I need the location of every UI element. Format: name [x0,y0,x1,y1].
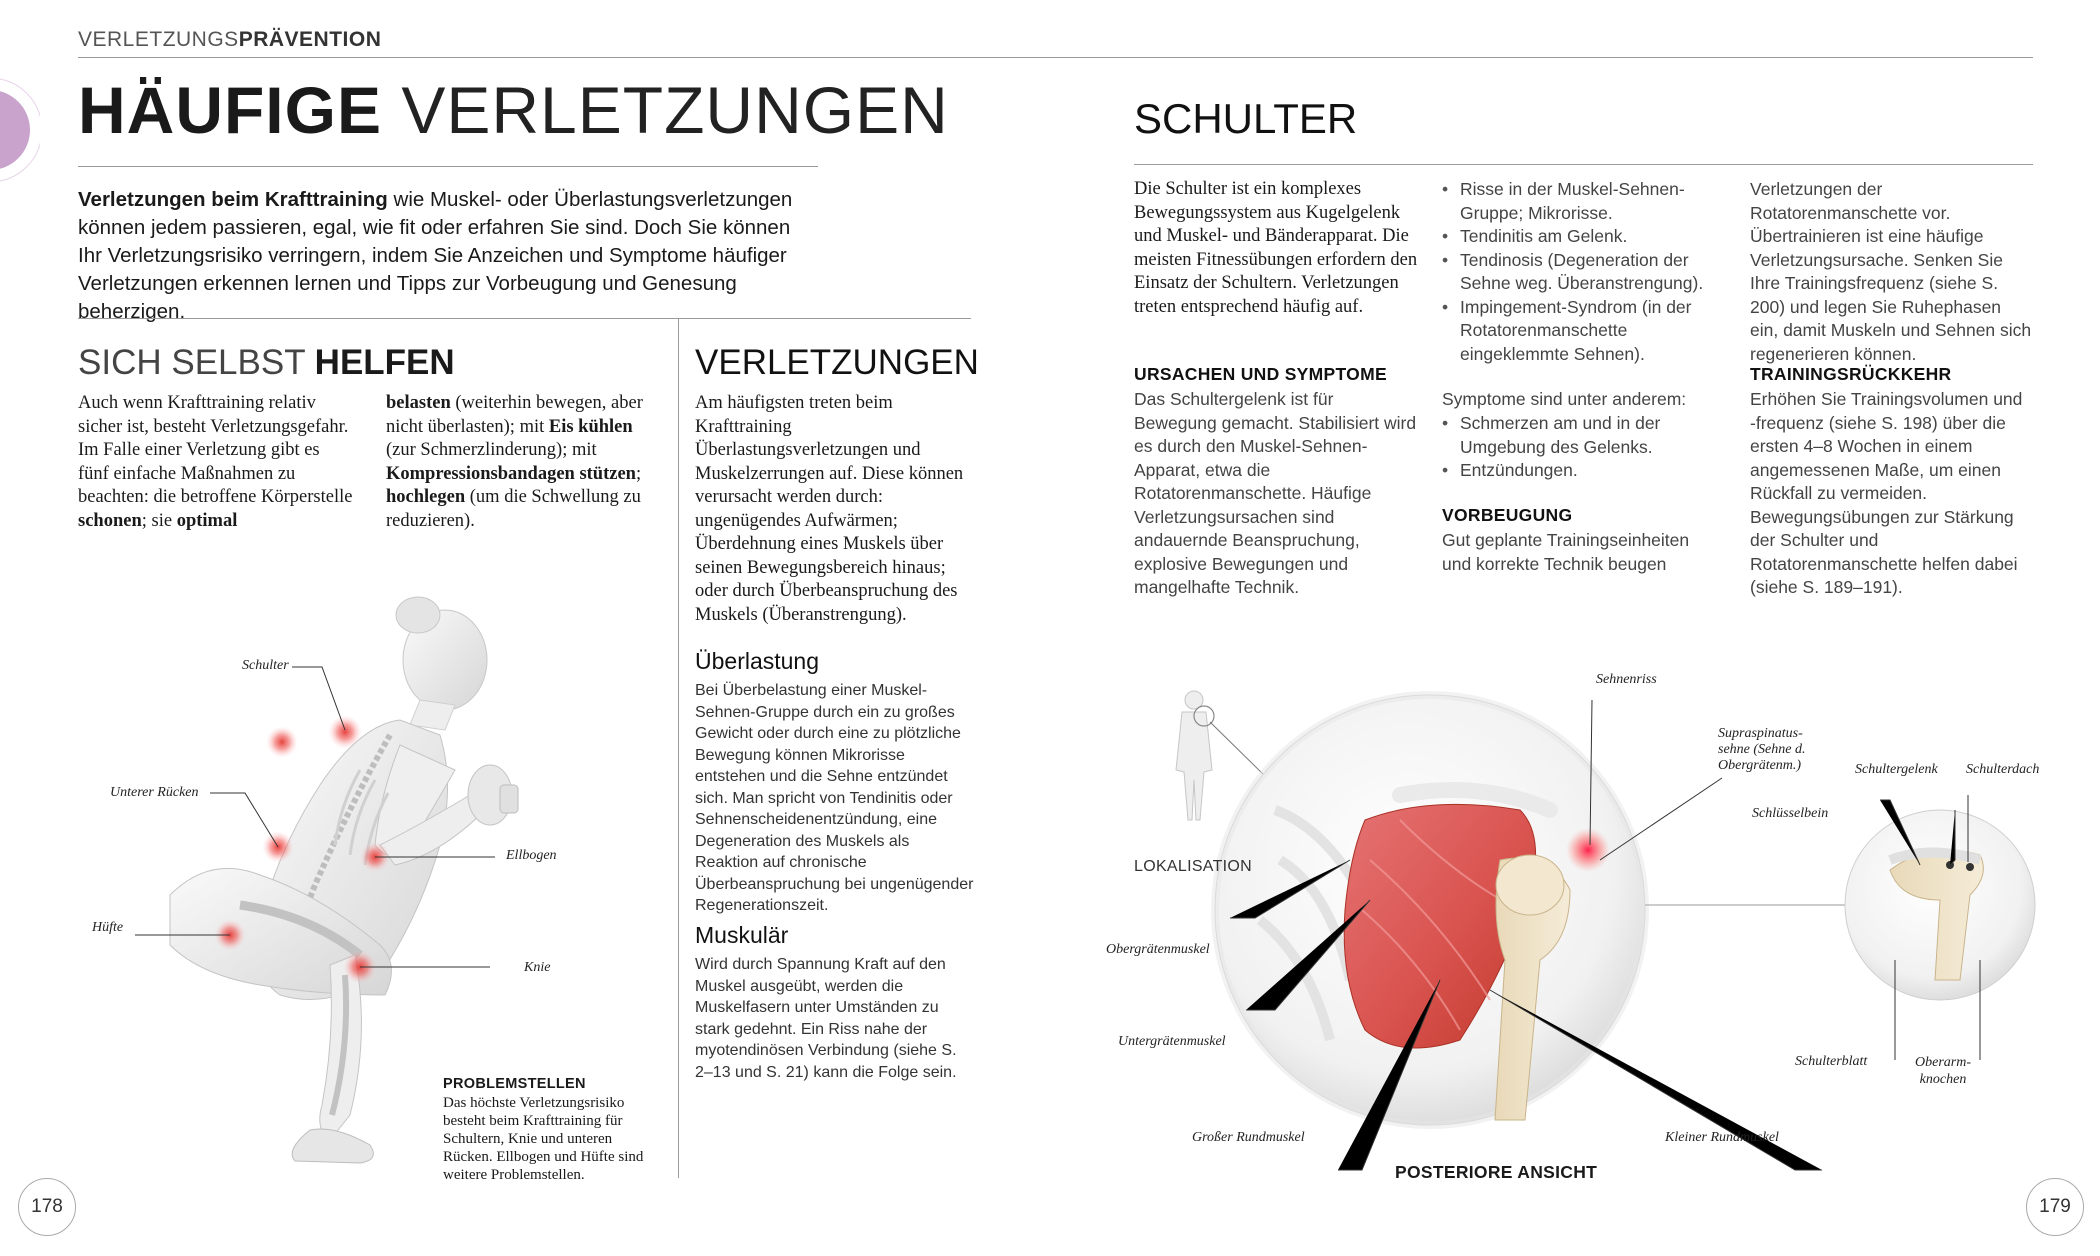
section-tag-bold: PRÄVENTION [238,28,382,51]
label-supra-line2: sehne (Sehne d. [1718,742,1806,757]
help-heading-bold: HELFEN [314,343,455,382]
label-huefte: Hüfte [92,920,124,935]
help-col2-bold4: hochlegen [386,487,466,507]
bullet-list-symptoms [1442,412,1727,483]
return-heading: TRAININGSRÜCKKEHR [1750,364,1952,384]
label-supra-line3: Obergrätenm.) [1718,758,1802,773]
cause-bullet-2: • Tendinosis (Degeneration der Sehne weg. Überanstrengung). [1442,249,1727,296]
shoulder-intro: Die Schulter ist ein komplexes Bewegungssystem aus Kugelgelenk und Muskel- und Bänderapparat. Die meisten Fitnessübungen erfordern den Einsatz der Schultern. Verletzungen treten entsprechend häufig auf. [1134,179,1418,317]
cause-bullet-0: • Risse in der Muskel-Sehnen-Gruppe; Mikrorisse. [1442,178,1727,225]
view-caption: POSTERIORE ANSICHT [1395,1162,1598,1182]
cause-bullet-1: • Tendinitis am Gelenk. [1442,225,1727,249]
muscular-text: Wird durch Spannung Kraft auf den Muskel ausgeübt, werden die Muskelfasern unter Umständen zu stark gedehnt. Ein Riss nahe der myotendinösen Verbindung (siehe S. 2–13 und S. 21) kann die Folge sein. [695,956,957,1081]
label-schultergelenk: Schultergelenk [1855,762,1938,777]
help-col2-text2: (zur Schmerzlinderung); mit [386,440,597,460]
shoulder-rule [1134,164,2033,165]
causes-heading: URSACHEN UND SYMPTOME [1134,364,1387,384]
help-text-col1 [78,392,353,533]
title-thin: VERLETZUNGEN [382,73,949,147]
muscular-heading: Muskulär [695,922,789,948]
prevention-text: Gut geplante Trainingseinheiten und korrekte Technik beugen [1442,530,1690,574]
page-number-right[interactable]: 179 [2026,1178,2084,1236]
label-oberarmknochen [1915,1054,1971,1088]
intro-paragraph [78,186,818,326]
overload-heading: Überlastung [695,648,820,674]
help-col2-text1: (weiterhin bewegen, aber nicht überlasten); mit [386,393,643,437]
title-rule [78,166,818,167]
label-ellbogen: Ellbogen [506,848,557,863]
shoulder-anatomy-illustration [1100,660,2060,1180]
injuries-heading-text: VERLETZUNGEN [695,343,979,382]
label-unterer-ruecken: Unterer Rücken [110,785,199,800]
help-text-col2 [386,392,656,533]
label-schulterblatt: Schulterblatt [1795,1054,1868,1069]
prevention-heading: VORBEUGUNG [1442,505,1573,525]
help-heading [78,342,455,384]
help-col2-bold2: Eis kühlen [548,416,633,437]
help-col1-mid: ; sie [141,510,173,531]
label-supraspinatus [1718,726,1805,774]
causes-text: Das Schultergelenk ist für Bewegung gemacht. Stabilisiert wird es durch den Muskel-Sehnen-Apparat, etwa die Rotatorenmanschette. Häufige Verletzungsursachen sind andauernde Beanspruchung, explosive Bewegungen und mangelhafte Technik. [1134,389,1417,597]
intro-rest: wie Muskel- oder Überlastungsverletzungen können jedem passieren, egal, wie fit oder erfahren Sie sind. Doch Sie können Ihr Verletzungsrisiko verringern, indem Sie Anzeichen und Symptome häufiger Verletzungen erkennen lernen und Tipps zur Vorbeugung und Genesung beherzigen. [78,188,793,323]
help-col1-bold2: optimal [176,510,238,531]
label-untergraetenmuskel: Untergrätenmuskel [1118,1034,1226,1049]
label-knie: Knie [524,960,551,975]
return-text: Erhöhen Sie Trainingsvolumen und -frequenz (siehe S. 198) über die ersten 4–8 Wochen in einem angemessenen Maße, um einen Rückfall zu vermeiden. Bewegungsübungen zur Stärkung der Schulter und Rotatorenmanschette helfen dabei (siehe S. 189–191). [1750,389,2023,597]
label-schulterdach: Schulterdach [1966,762,2040,777]
shoulder-heading [1134,95,1357,143]
symptoms-intro: Symptome sind unter anderem: [1442,389,1687,409]
header-rule [78,57,2033,58]
symptom-bullet-0: • Schmerzen am und in der Umgebung des Gelenks. [1442,412,1727,459]
figure-caption-title: PROBLEMSTELLEN [443,1076,586,1092]
help-col2-text3: ; [635,463,642,484]
help-heading-thin: SICH SELBST [78,343,315,382]
help-col2-bold3: Kompressionsbandagen stützen [386,463,636,484]
section-rule-left [78,318,971,319]
lokalisation-label: LOKALISATION [1134,858,1253,875]
label-schulter: Schulter [242,658,289,673]
label-schluesselbein: Schlüsselbein [1752,806,1829,821]
symptoms-bullets [1442,412,1727,483]
edge-decoration [0,70,40,190]
injuries-text: Am häufigsten treten beim Krafttraining Überlastungsverletzungen und Muskelzerrungen auf. Diese können verursacht werden durch: ungenügendes Aufwärmen; Überdehnung eines Muskels über seinen Bewegungsbereich hinaus; oder durch Überbeanspruchung des Muskels (Überanstrengung). [695,393,964,625]
label-oberarm-line1: Oberarm- [1915,1055,1971,1070]
overload-text: Bei Überbelastung einer Muskel-Sehnen-Gruppe durch ein zu großes Gewicht oder durch eine zu plötzliche Bewegung können Mikrorisse entstehen und die Sehne entzündet sich. Man spricht von Tendinitis oder Sehnenscheidenentzündung, eine Degeneration des Muskels als Reaktion auf chronische Überbeanspruchung bei ungenügender Regenerationszeit. [695,682,974,914]
label-sehnenriss: Sehnenriss [1596,672,1657,687]
causes-bullets [1442,178,1727,366]
label-kleiner-rundmuskel: Kleiner Rundmuskel [1665,1130,1779,1145]
shoulder-heading-text: SCHULTER [1134,95,1358,142]
intro-bold: Verletzungen beim Krafttraining [78,188,388,211]
help-col1-text: Auch wenn Krafttraining relativ sicher ist, besteht Verletzungsgefahr. Im Falle einer Verletzung gibt es fünf einfache Maßnahmen zu beachten: die betroffene Körperstelle [78,393,353,507]
title-bold: HÄUFIGE [78,73,382,147]
label-obergraetenmuskel: Obergrätenmuskel [1106,942,1210,957]
label-supra-line1: Supraspinatus- [1718,726,1803,741]
column-divider [678,318,679,1178]
section-tag [78,28,381,52]
body-silhouette-icon [1176,691,1214,820]
injuries-heading [695,342,979,384]
figure-caption-text: Das höchste Verletzungsrisiko besteht beim Krafttraining für Schultern, Knie und unteren Rücken. Ellbogen und Hüfte sind weitere Problemstellen. [443,1095,644,1183]
page-number-left[interactable]: 178 [18,1178,76,1236]
symptom-bullet-1: • Entzündungen. [1442,459,1727,483]
col3-text: Verletzungen der Rotatorenmanschette vor. Übertrainieren ist eine häufige Verletzungsursache. Senken Sie Ihre Trainingsfrequenz (siehe S. 200) und legen Sie Ruhephasen ein, damit Muskeln und Sehnen sich regenerieren können. [1750,179,2032,364]
page-title [78,70,949,150]
bullet-list-causes [1442,178,1727,366]
help-col2-bold1: belasten [386,393,451,413]
label-grosser-rundmuskel: Großer Rundmuskel [1192,1130,1305,1145]
section-tag-thin: VERLETZUNGS [78,28,239,51]
help-col2-text4: (um die Schwellung zu reduzieren). [386,487,641,531]
help-col1-bold1: schonen [78,510,142,531]
label-oberarm-line2: knochen [1919,1072,1967,1087]
cause-bullet-3: • Impingement-Syndrom (in der Rotatorenmanschette eingeklemmte Sehnen). [1442,296,1727,367]
